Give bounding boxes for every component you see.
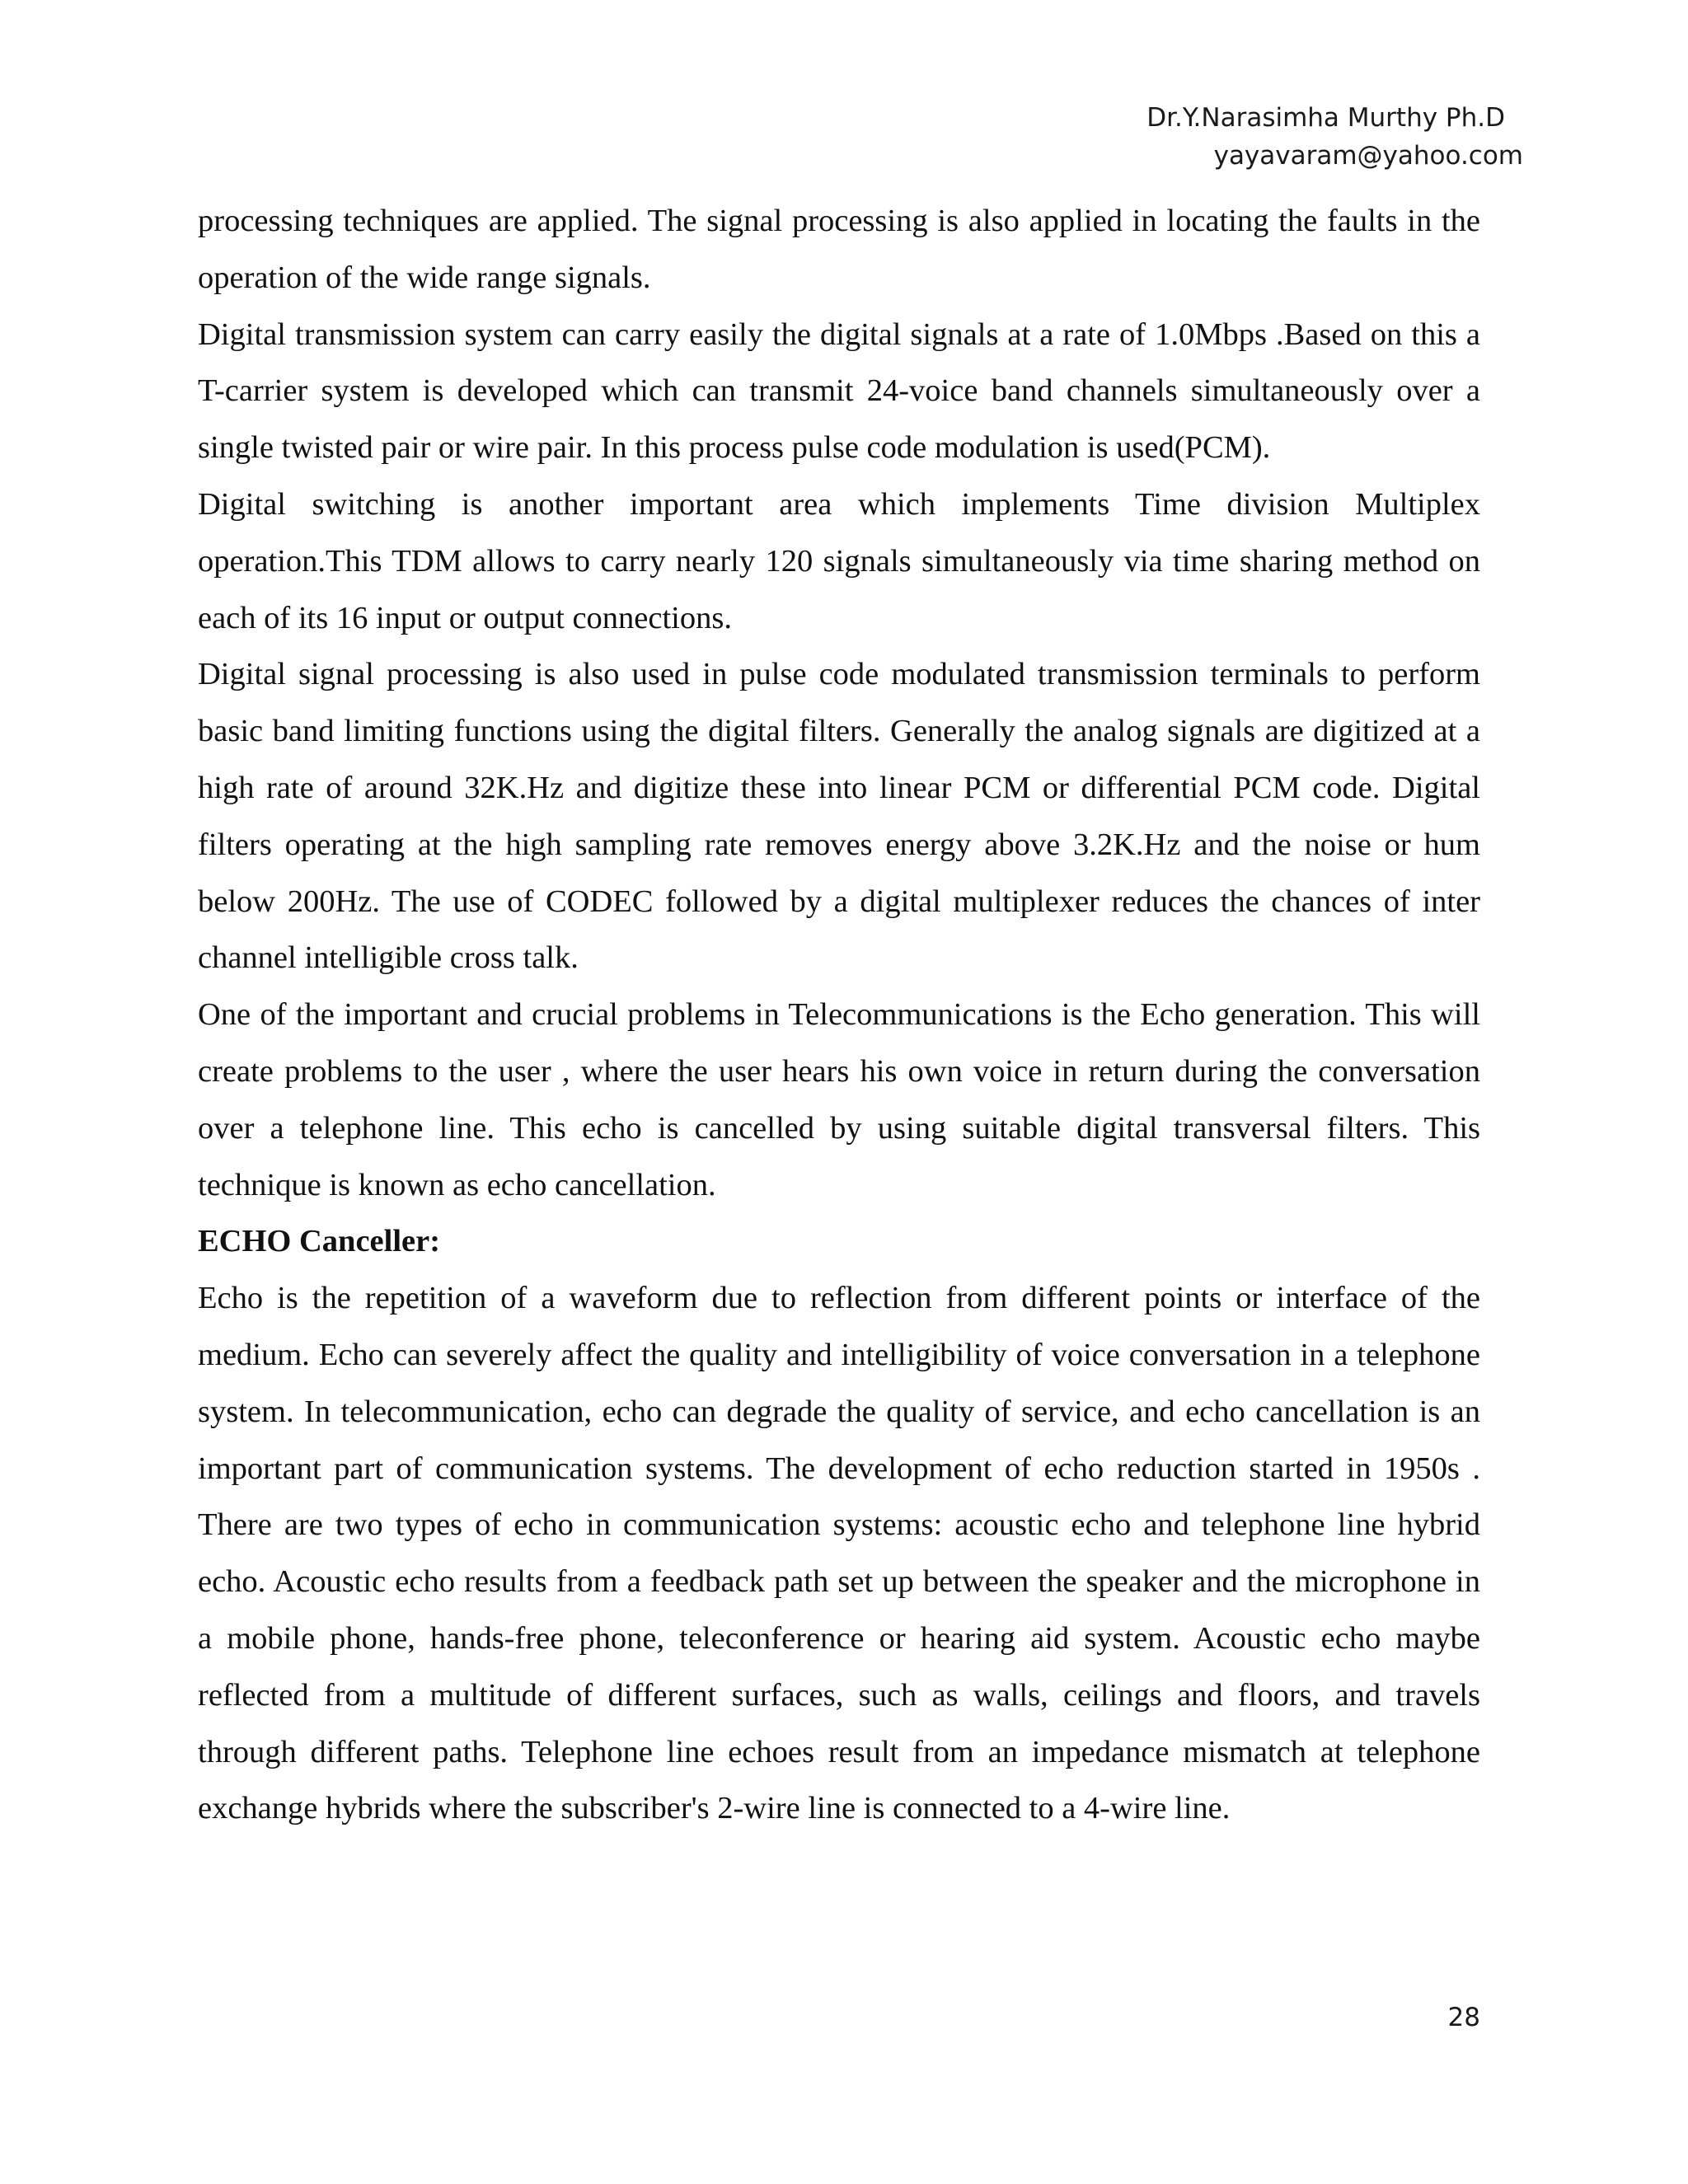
paragraph: Digital transmission system can carry easily the digital signals at a rate of 1.0Mbps .Based on this a T-carrier system is developed which can transmit 24-voice band channels simultaneously over a single twisted pair or wire pair. In this process pulse code modulation is used(PCM).	[198, 316, 1480, 466]
section-heading: ECHO Canceller:	[198, 1224, 441, 1259]
page-header	[1146, 99, 1523, 175]
paragraph: Digital signal processing is also used in pulse code modulated transmission terminals to perform basic band limiting functions using the digital filters. Generally the analog signals are digitized at a high rate of around 32K.Hz and digitize these into linear PCM or differential PCM code. Digital filters operating at the high sampling rate removes energy above 3.2K.Hz and the noise or hum below 200Hz. The use of CODEC followed by a digital multiplexer reduces the chances of inter channel intelligible cross talk.	[198, 657, 1480, 976]
paragraph: Digital switching is another important area which implements Time division Multiplex operation.This TDM allows to carry nearly 120 signals simultaneously via time sharing method on each of its 16 input or output connections.	[198, 486, 1480, 635]
page-number: 28	[1447, 2003, 1480, 2032]
section-paragraph: Echo is the repetition of a waveform due to reflection from different points or interface of the medium. Echo can severely affect the quality and intelligibility of voice conversation in a telephone system. In telecommunication, echo can degrade the quality of service, and echo cancellation is an important part of communication systems. The development of echo reduction started in 1950s . There are two types of echo in communication systems: acoustic echo and telephone line hybrid echo. Acoustic echo results from a feedback path set up between the speaker and the microphone in a mobile phone, hands-free phone, teleconference or hearing aid system. Acoustic echo maybe reflected from a multitude of different surfaces, such as walls, ceilings and floors, and travels through different paths. Telephone line echoes result from an impedance mismatch at telephone exchange hybrids where the subscriber's 2-wire line is connected to a 4-wire line.	[198, 1281, 1480, 1826]
body-text	[198, 193, 1480, 1837]
paragraph: One of the important and crucial problems in Telecommunications is the Echo generation. This will create problems to the user , where the user hears his own voice in return during the conversation over a telephone line. This echo is cancelled by using suitable digital transversal filters. This technique is known as echo cancellation.	[198, 997, 1480, 1202]
header-author: Dr.Y.Narasimha Murthy Ph.D	[1146, 103, 1505, 133]
paragraph: processing techniques are applied. The signal processing is also applied in locating the faults in the operation of the wide range signals.	[198, 204, 1480, 295]
header-email: yayavaram@yahoo.com	[1213, 141, 1523, 171]
